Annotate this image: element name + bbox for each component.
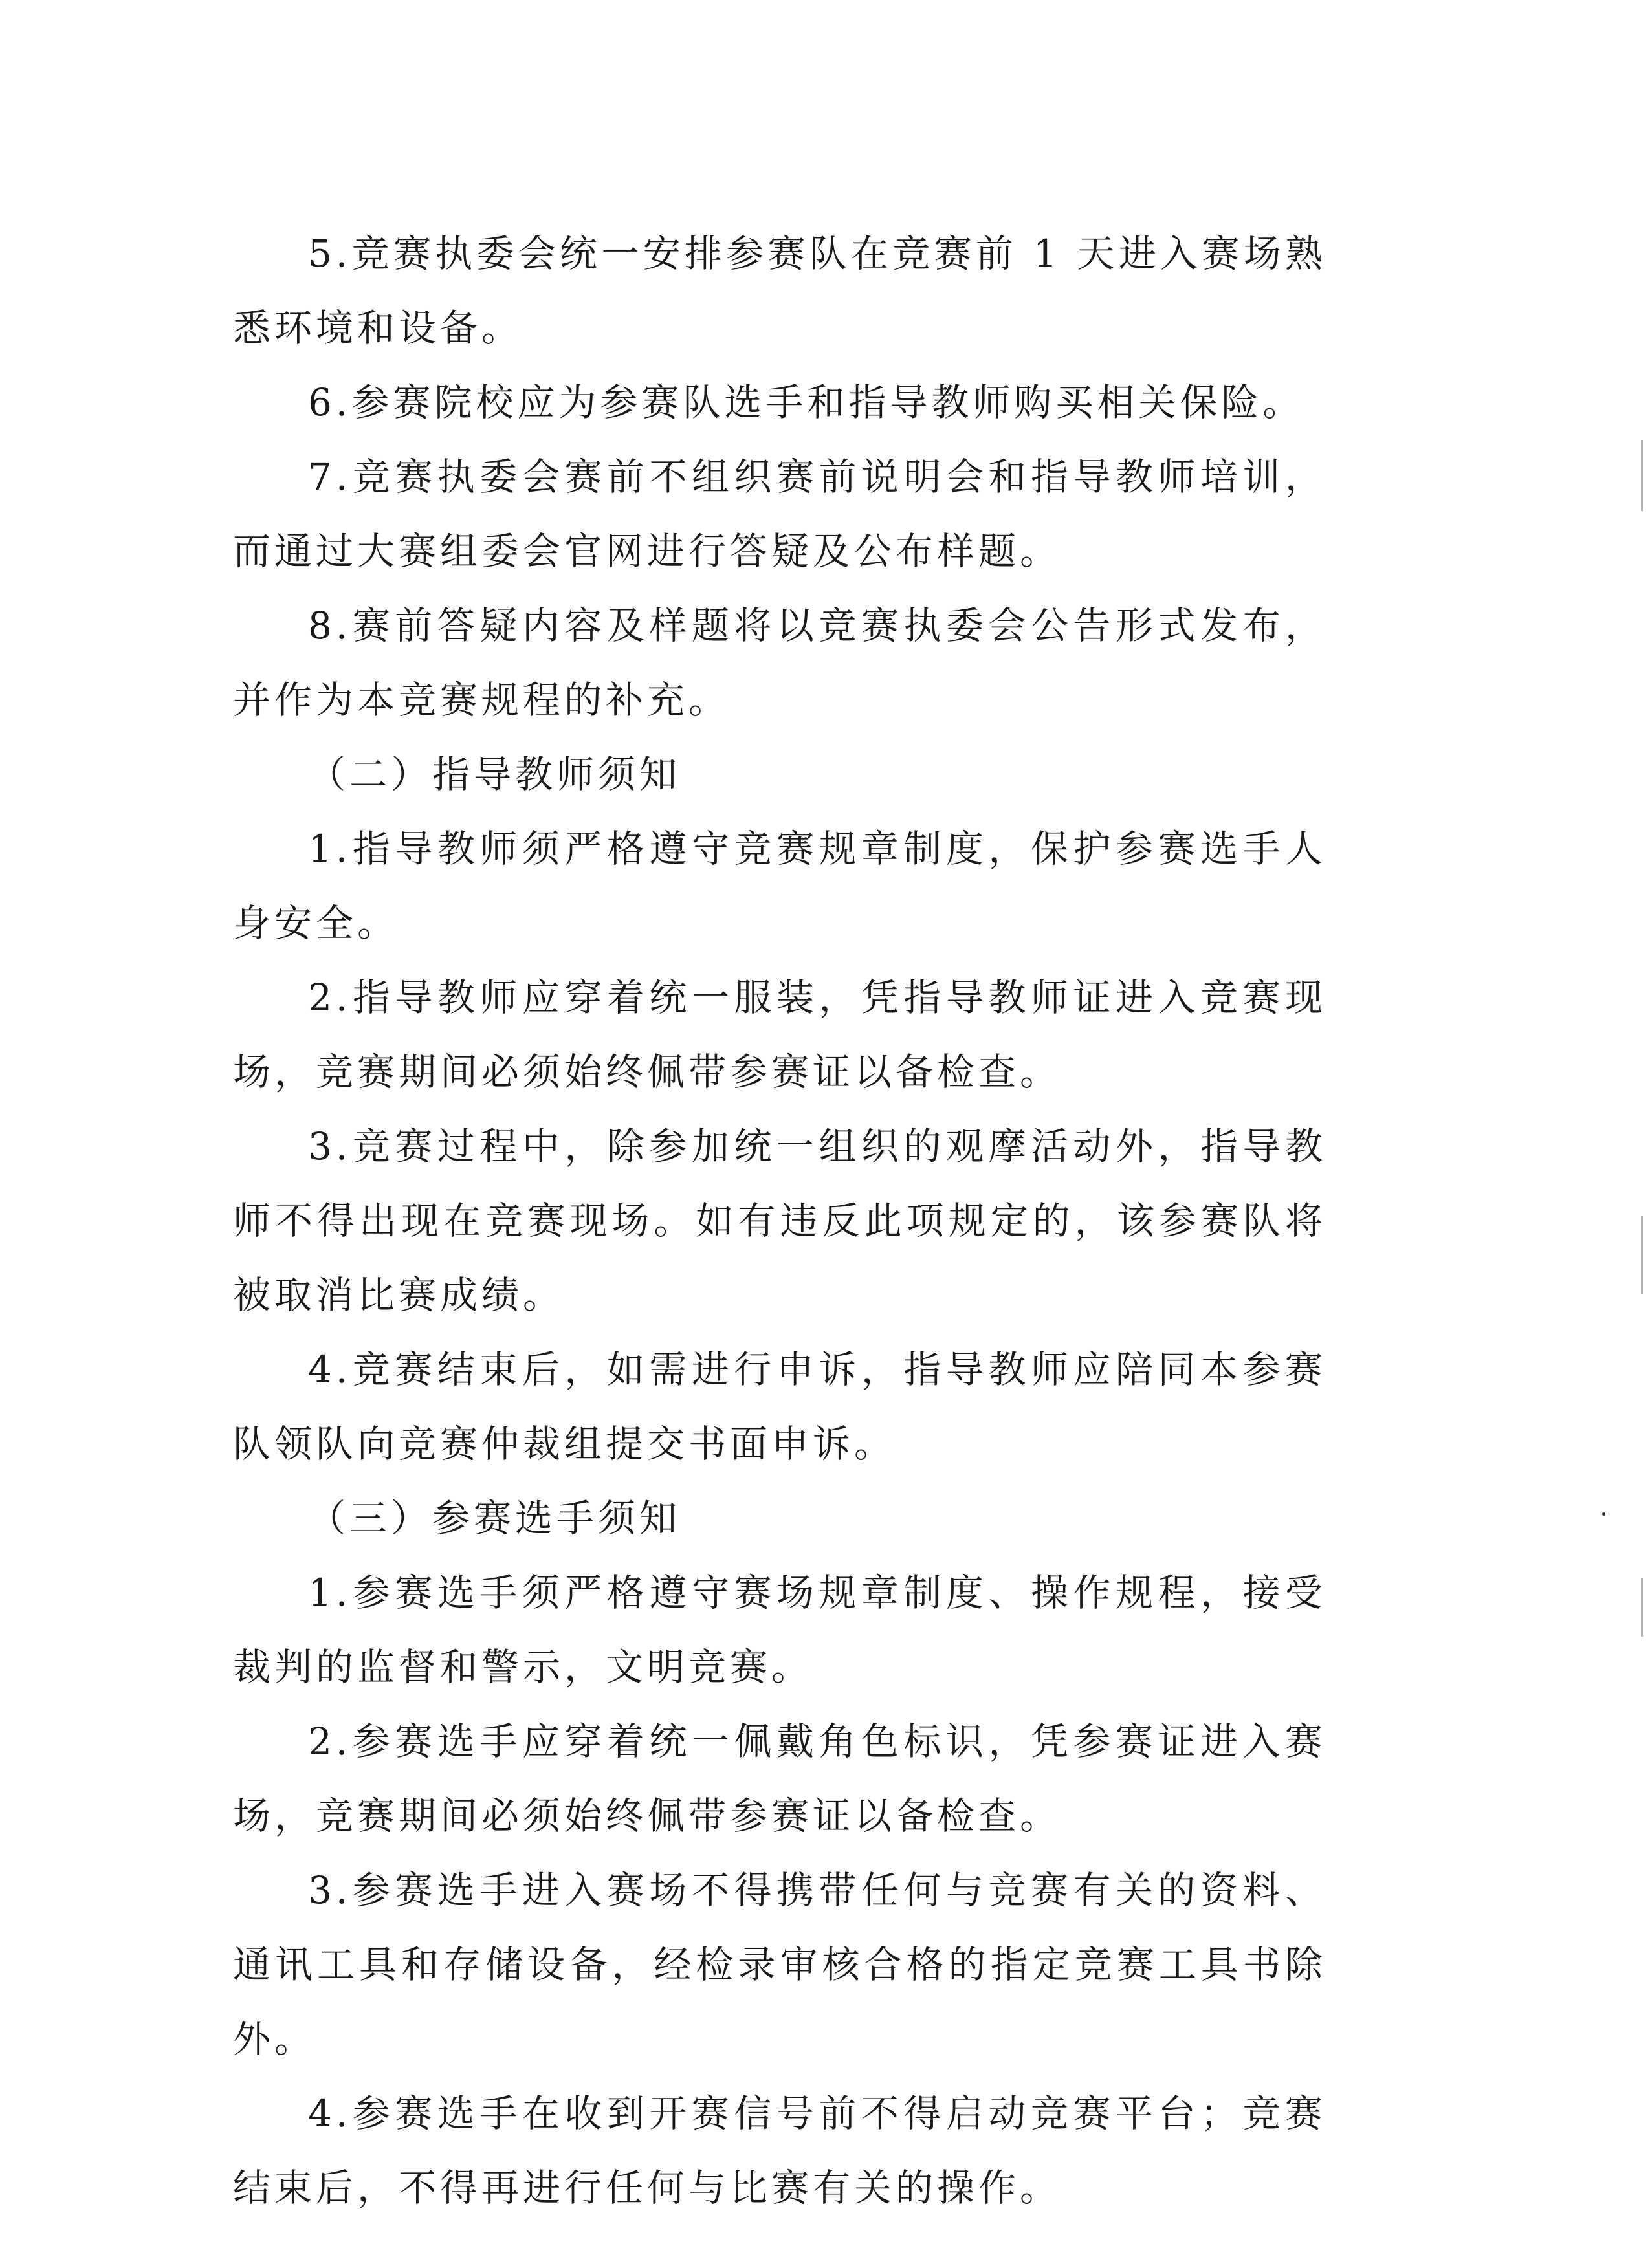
paragraph-instructor-4: 4.竞赛结束后，如需进行申诉，指导教师应陪同本参赛队领队向竞赛仲裁组提交书面申诉。: [233, 1347, 1326, 1466]
paragraph-contestant-1: 1.参赛选手须严格遵守赛场规章制度、操作规程，接受裁判的监督和警示，文明竞赛。: [233, 1571, 1326, 1689]
paragraph-contestant-3: 3.参赛选手进入赛场不得携带任何与竞赛有关的资料、通讯工具和存储设备，经检录审核合格的指定竞赛工具书除外。: [233, 1868, 1326, 2061]
paragraph-instructor-2: 2.指导教师应穿着统一服装，凭指导教师证进入竞赛现场，竞赛期间必须始终佩带参赛证以备检查。: [233, 976, 1326, 1094]
paragraph-item-5: 5.竞赛执委会统一安排参赛队在竞赛前 1 天进入赛场熟悉环境和设备。: [233, 232, 1326, 350]
scan-dot-mark: [1602, 1512, 1605, 1516]
paragraph-item-6: 6.参赛院校应为参赛队选手和指导教师购买相关保险。: [308, 380, 1304, 424]
paragraph-instructor-3: 3.竞赛过程中，除参加统一组织的观摩活动外，指导教师不得出现在竞赛现场。如有违反此项规定的，该参赛队将被取消比赛成绩。: [233, 1124, 1326, 1317]
scan-edge-mark: [1641, 1216, 1643, 1294]
paragraph-instructor-1: 1.指导教师须严格遵守竞赛规章制度，保护参赛选手人身安全。: [233, 827, 1326, 945]
paragraph-contestant-2: 2.参赛选手应穿着统一佩戴角色标识，凭参赛证进入赛场，竞赛期间必须始终佩带参赛证以备检查。: [233, 1719, 1326, 1838]
scan-edge-mark: [1641, 440, 1643, 511]
section-heading-instructors: （二）指导教师须知: [308, 752, 681, 796]
document-body: [233, 217, 1326, 2225]
scan-edge-mark: [1641, 1578, 1643, 1637]
section-heading-contestants: （三）参赛选手须知: [308, 1496, 681, 1540]
paragraph-item-8: 8.赛前答疑内容及样题将以竞赛执委会公告形式发布，并作为本竞赛规程的补充。: [233, 604, 1326, 722]
paragraph-contestant-4: 4.参赛选手在收到开赛信号前不得启动竞赛平台；竞赛结束后，不得再进行任何与比赛有关的操作。: [233, 2091, 1326, 2210]
paragraph-item-7: 7.竞赛执委会赛前不组织赛前说明会和指导教师培训，而通过大赛组委会官网进行答疑及公布样题。: [233, 455, 1326, 573]
